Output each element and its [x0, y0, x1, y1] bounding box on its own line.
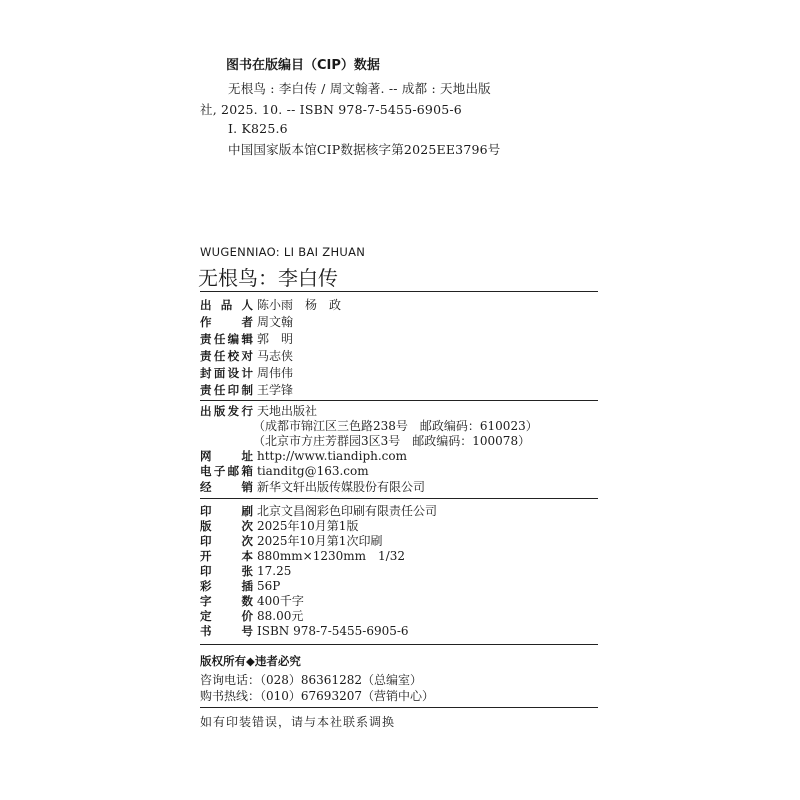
divider	[200, 644, 598, 645]
printing-value: 56P	[257, 579, 281, 593]
publisher-label: 经 销	[200, 480, 253, 494]
publisher-value: 天地出版社	[257, 404, 318, 418]
publisher-address-beijing: （北京市方庄芳群园3区3号 邮政编码：100078）	[253, 434, 531, 448]
cip-line-4: 中国国家版本馆CIP数据核字第2025EE3796号	[228, 142, 501, 157]
credit-value: 周伟伟	[257, 366, 294, 380]
printing-value: ISBN 978-7-5455-6905-6	[257, 624, 409, 638]
printing-value: 400千字	[257, 594, 304, 608]
printing-value: 2025年10月第1次印刷	[257, 534, 383, 548]
copyright-notice: 版权所有◆违者必究	[200, 654, 301, 668]
footer-note: 如有印装错误，请与本社联系调换	[200, 715, 396, 729]
credit-value: 郭 明	[257, 332, 294, 346]
divider	[200, 707, 598, 708]
printing-label: 印 刷	[200, 504, 253, 518]
printing-value: 17.25	[257, 564, 292, 578]
credit-value: 陈小雨 杨 政	[257, 298, 342, 312]
credit-value: 周文翰	[257, 315, 294, 329]
credit-label: 责 任 编 辑	[200, 332, 253, 346]
printing-value: 88.00元	[257, 609, 304, 623]
book-title: 无根鸟：李白传	[198, 266, 338, 290]
consult-hotline: 咨询电话：（028）86361282（总编室）	[200, 673, 422, 687]
printing-label: 彩 插	[200, 579, 253, 593]
divider	[200, 498, 598, 499]
credit-value: 马志侠	[257, 349, 294, 363]
sales-hotline: 购书热线：（010）67693207（营销中心）	[200, 689, 434, 703]
printing-label: 定 价	[200, 609, 253, 623]
printing-label: 开 本	[200, 549, 253, 563]
printing-label: 字 数	[200, 594, 253, 608]
printing-value: 880mm×1230mm 1/32	[257, 549, 405, 563]
printing-label: 印 张	[200, 564, 253, 578]
publisher-label: 出 版 发 行	[200, 404, 253, 418]
printing-label: 书 号	[200, 624, 253, 638]
printing-label: 印 次	[200, 534, 253, 548]
credit-label: 封 面 设 计	[200, 366, 253, 380]
printing-value: 2025年10月第1版	[257, 519, 359, 533]
credit-label: 作 者	[200, 315, 253, 329]
cip-line-2: 社, 2025. 10. -- ISBN 978-7-5455-6905-6	[200, 102, 462, 117]
publisher-address-chengdu: （成都市锦江区三色路238号 邮政编码：610023）	[253, 419, 538, 433]
printing-value: 北京文昌阁彩色印刷有限责任公司	[257, 504, 438, 518]
cip-line-3: Ⅰ. K825.6	[228, 121, 288, 136]
book-pinyin-title: WUGENNIAO: LI BAI ZHUAN	[200, 245, 366, 259]
credit-value: 王学锋	[257, 383, 294, 397]
credit-label: 出 品 人	[200, 298, 253, 312]
credit-label: 责 任 印 制	[200, 383, 253, 397]
printing-label: 版 次	[200, 519, 253, 533]
email-link: tianditg@163.com	[257, 464, 369, 478]
divider	[200, 291, 598, 292]
cip-line-1: 无根鸟 : 李白传 / 周文翰著. -- 成都 : 天地出版	[228, 81, 491, 96]
website-link: http://www.tiandiph.com	[257, 449, 407, 463]
cip-title: 图书在版编目（CIP）数据	[226, 58, 380, 73]
credit-label: 责 任 校 对	[200, 349, 253, 363]
publisher-label: 网 址	[200, 449, 253, 463]
divider	[200, 400, 598, 401]
publisher-label: 电 子 邮 箱	[200, 464, 253, 478]
publisher-value: 新华文轩出版传媒股份有限公司	[257, 480, 426, 494]
